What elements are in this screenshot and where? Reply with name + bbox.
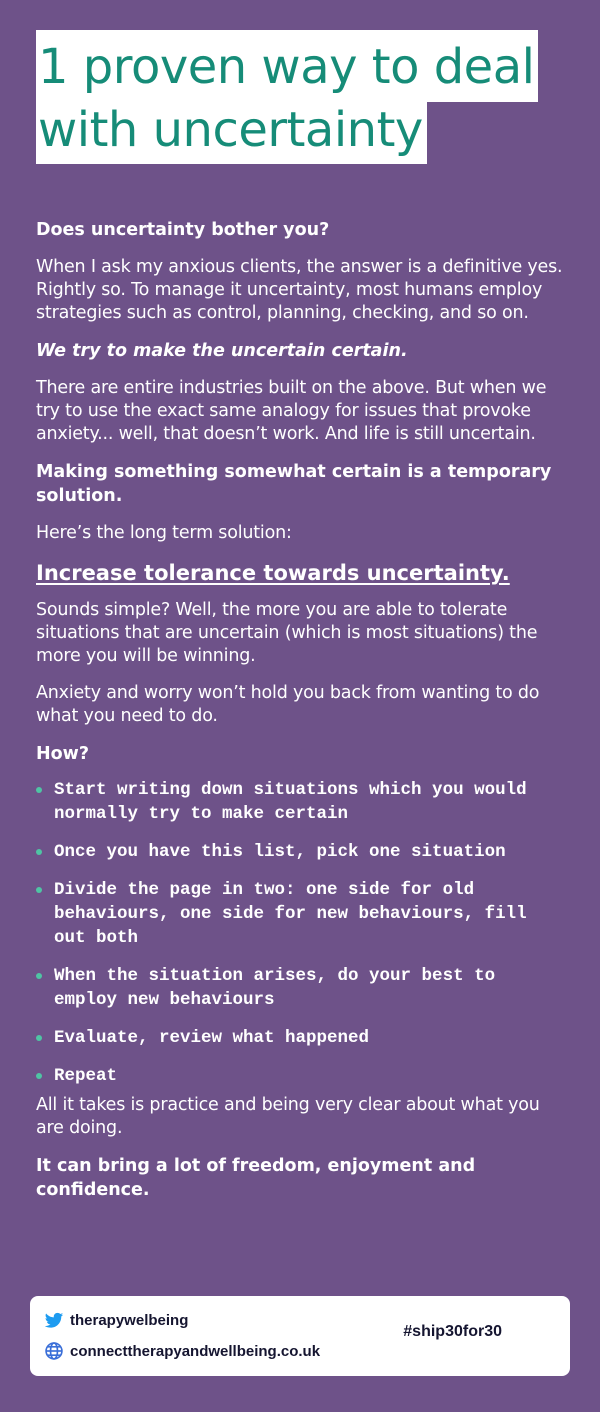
- twitter-handle[interactable]: therapywelbeing: [70, 1311, 189, 1329]
- bullet-icon: [36, 849, 42, 855]
- bullet-icon: [36, 1035, 42, 1041]
- step-text: Start writing down situations which you would normally try to make certain: [54, 780, 527, 824]
- list-item: [36, 1064, 566, 1088]
- how-heading: How?: [36, 744, 89, 764]
- paragraph-long-term: Here’s the long term solution:: [36, 523, 292, 543]
- website-link[interactable]: connecttherapyandwellbeing.co.uk: [70, 1342, 321, 1360]
- step-text: Once you have this list, pick one situation: [54, 842, 506, 862]
- twitter-row: [44, 1310, 188, 1330]
- website-row: [44, 1341, 320, 1361]
- temporary-solution-heading: Making something somewhat certain is a temporary solution.: [36, 462, 552, 506]
- list-item: [36, 964, 566, 1012]
- paragraph-practice: All it takes is practice and being very clear about what you are doing.: [36, 1095, 540, 1138]
- paragraph-industries: There are entire industries built on the above. But when we try to use the exact same analogy for issues that provoke anxiety... well, that doesn’t work. And life is still uncertain.: [36, 378, 547, 444]
- footer-card: [30, 1296, 570, 1376]
- title-line-1: 1 proven way to deal: [36, 30, 538, 102]
- emphasis-statement: We try to make the uncertain certain.: [36, 341, 408, 361]
- globe-icon: [44, 1341, 64, 1361]
- list-item: [36, 840, 566, 864]
- step-text: When the situation arises, do your best to employ new behaviours: [54, 966, 496, 1010]
- bullet-icon: [36, 973, 42, 979]
- article-body: [36, 218, 566, 1202]
- paragraph-anxiety: Anxiety and worry won’t hold you back from wanting to do what you need to do.: [36, 683, 540, 726]
- title-line-2: with uncertainty: [36, 102, 427, 164]
- page-title: [36, 30, 538, 164]
- paragraph-simple: Sounds simple? Well, the more you are able to tolerate situations that are uncertain (which is most situations) the more you will be winning.: [36, 600, 538, 666]
- step-text: Repeat: [54, 1066, 118, 1086]
- closing-statement: It can bring a lot of freedom, enjoyment and confidence.: [36, 1156, 476, 1200]
- list-item: [36, 1026, 566, 1050]
- twitter-bird-icon: [44, 1310, 64, 1330]
- bullet-icon: [36, 1073, 42, 1079]
- step-text: Divide the page in two: one side for old behaviours, one side for new behaviours, fill out both: [54, 880, 527, 948]
- bullet-icon: [36, 887, 42, 893]
- solution-heading: Increase tolerance towards uncertainty.: [36, 561, 510, 585]
- paragraph-intro: When I ask my anxious clients, the answer is a definitive yes. Rightly so. To manage it uncertainty, most humans employ strategies such as control, planning, checking, and so on.: [36, 257, 563, 323]
- hashtag[interactable]: #ship30for30: [403, 1323, 502, 1340]
- bullet-icon: [36, 787, 42, 793]
- step-text: Evaluate, review what happened: [54, 1028, 370, 1048]
- list-item: [36, 778, 566, 826]
- list-item: [36, 878, 566, 950]
- steps-list: [36, 778, 566, 1088]
- question-heading: Does uncertainty bother you?: [36, 220, 330, 240]
